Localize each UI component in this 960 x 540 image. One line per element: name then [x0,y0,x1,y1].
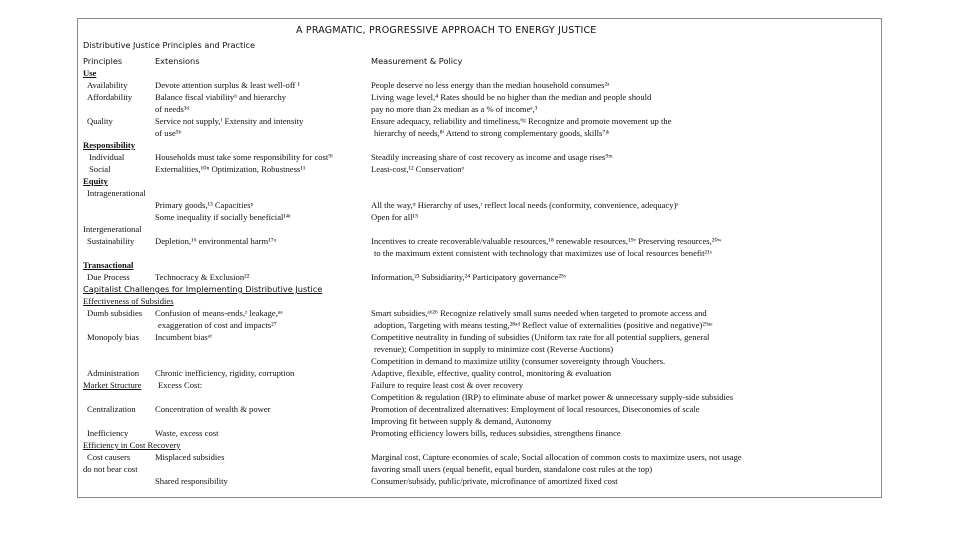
mp-centralization-1: Promotion of decentralized alternatives: Employment of local resources, Diseconomies of scale [371,404,700,414]
column-header-measurement: Measurement & Policy [371,56,463,66]
heading-transactional: Transactional [83,260,134,270]
mp-dumb-subsidies-2: adoption, Targeting with means testing,²⁸ᵃᵈ Reflect value of externalities (positive and negative)²⁹ᵃᵉ [374,320,713,330]
label-centralization: Centralization [87,404,136,414]
label-cost-causers-1: Cost causers [87,452,131,462]
ext-quality-2: of use⁵ʰ [155,128,182,138]
ext-primary-goods: Primary goods,¹³ Capacitiesᵖ [155,200,254,210]
mp-shared-responsibility: Consumer/subsidy, public/private, microfinance of amortized fixed cost [371,476,618,486]
label-administration: Administration [87,368,140,378]
label-monopoly-bias: Monopoly bias [87,332,139,342]
label-inefficiency: Inefficiency [87,428,129,438]
document-frame [77,18,882,498]
mp-cost-causers-2: favoring small users (equal benefit, equal burden, standalone cost rules at the top) [371,464,653,474]
mp-administration: Adaptive, flexible, effective, quality control, monitoring & evaluation [371,368,612,378]
ext-affordability-2: of needs³ᵈ [155,104,190,114]
ext-dumb-subsidies-1: Confusion of means-ends,ᶻ leakage,ᵃᵃ [155,308,283,318]
mp-cost-causers-1: Marginal cost, Capture economies of scale, Social allocation of common costs to maximize users, not usage [371,452,742,462]
heading-cost-recovery: Efficiency in Cost Recovery [83,440,181,450]
mp-sustainability-2: to the maximum extent consistent with technology that maximizes use of local resources benefit²¹ˣ [374,248,713,258]
mp-monopoly-bias-3: Competition in demand to maximize utility (consumer sovereignty through Vouchers. [371,356,666,366]
ext-shared-responsibility: Shared responsibility [155,476,228,486]
page-title: A PRAGMATIC, PROGRESSIVE APPROACH TO ENERGY JUSTICE [296,25,597,36]
ext-cost-causers: Misplaced subsidies [155,452,225,462]
section-heading-capitalist: Capitalist Challenges for Implementing Distributive Justice [83,284,323,294]
heading-subsidies: Effectiveness of Subsidies [83,296,174,306]
label-cost-causers-2: do not bear cost [83,464,138,474]
ext-sustainability: Depletion,¹⁶ environmental harm¹⁷ᵘ [155,236,277,246]
label-intragenerational: Intragenerational [87,188,146,198]
mp-market-2: Competition & regulation (IRP) to eliminate abuse of market power & unnecessary supply-side subsidies [371,392,734,402]
heading-use: Use [83,68,97,78]
label-intergenerational: Intergenerational [83,224,142,234]
ext-inequality: Some inequality if socially beneficial¹⁴ᵗ [155,212,291,222]
ext-inefficiency: Waste, excess cost [155,428,219,438]
ext-quality-1: Service not supply,ᶠ Extensity and intensity [155,116,304,126]
ext-social: Externalities,¹⁰ⁿ Optimization, Robustness¹¹ [155,164,306,174]
label-availability: Availability [87,80,128,90]
column-header-extensions: Extensions [155,56,200,66]
mp-market-1: Failure to require least cost & over recovery [371,380,524,390]
column-header-principles: Principles [83,56,123,66]
ext-centralization: Concentration of wealth & power [155,404,271,414]
section-heading-distributive: Distributive Justice Principles and Practice [83,40,256,50]
mp-affordability-2: pay no more than 2x median as a % of incomeᵉ,³ [371,104,538,114]
heading-responsibility: Responsibility [83,140,136,150]
mp-social: Least-cost,¹² Conservationᵒ [371,164,465,174]
mp-sustainability-1: Incentives to create recoverable/valuable resources,¹⁸ renewable resources,¹⁹ᵛ Preserving resources,²⁰ʷ [371,236,722,246]
ext-administration: Chronic inefficiency, rigidity, corruption [155,368,295,378]
label-individual: Individual [89,152,125,162]
mp-individual: Steadily increasing share of cost recovery as income and usage rises⁹ᵐ [371,152,613,162]
ext-dumb-subsidies-2: exaggeration of cost and impacts²⁷ [158,320,277,330]
mp-monopoly-bias-2: revenue); Competition in supply to minimize cost (Reverse Auctions) [374,344,614,354]
mp-primary-goods: All the way,ᵠ Hierarchy of uses,ʳ reflect local needs (conformity, convenience, adequacy)ˢ [371,200,679,210]
label-sustainability: Sustainability [87,236,135,246]
ext-individual: Households must take some responsibility for cost⁹ˡ [155,152,333,162]
ext-availability: Devote attention surplus & least well-off ¹ [155,80,301,90]
mp-quality-1: Ensure adequacy, reliability and timeliness,⁶ᵍ Recognize and promote movement up the [371,116,672,126]
mp-centralization-2: Improving fit between supply & demand, Autonomy [371,416,552,426]
mp-quality-2: hierarchy of needs,⁸ⁱ Attend to strong complementary goods, skills⁷ʲᵏ [374,128,610,138]
label-due-process: Due Process [87,272,130,282]
mp-inefficiency: Promoting efficiency lowers bills, reduces subsidies, strengthens finance [371,428,621,438]
heading-market-structure: Market Structure [83,380,142,390]
mp-affordability-1: Living wage level,⁴ Rates should be no higher than the median and people should [371,92,652,102]
ext-due-process: Technocracy & Exclusion²² [155,272,250,282]
mp-availability: People deserve no less energy than the median household consumes²ᵃ [371,80,610,90]
mp-dumb-subsidies-1: Smart subsidies,ᵃᵇ²⁶ Recognize relatively small sums needed when targeted to promote access and [371,308,707,318]
ext-excess-cost: Excess Cost: [158,380,203,390]
heading-equity: Equity [83,176,108,186]
label-social: Social [89,164,111,174]
mp-monopoly-bias-1: Competitive neutrality in funding of subsidies (Uniform tax rate for all potential suppliers, general [371,332,710,342]
label-dumb-subsidies: Dumb subsidies [87,308,143,318]
label-quality: Quality [87,116,113,126]
mp-inequality: Open for all¹⁵ [371,212,419,222]
mp-due-process: Information,²³ Subsidiarity,²⁴ Participatory governance²⁵ʸ [371,272,567,282]
label-affordability: Affordability [87,92,133,102]
ext-monopoly-bias: Incumbent biasᵃᶠ [155,332,212,342]
ext-affordability-1: Balance fiscal viabilityᵇ and hierarchy [155,92,287,102]
